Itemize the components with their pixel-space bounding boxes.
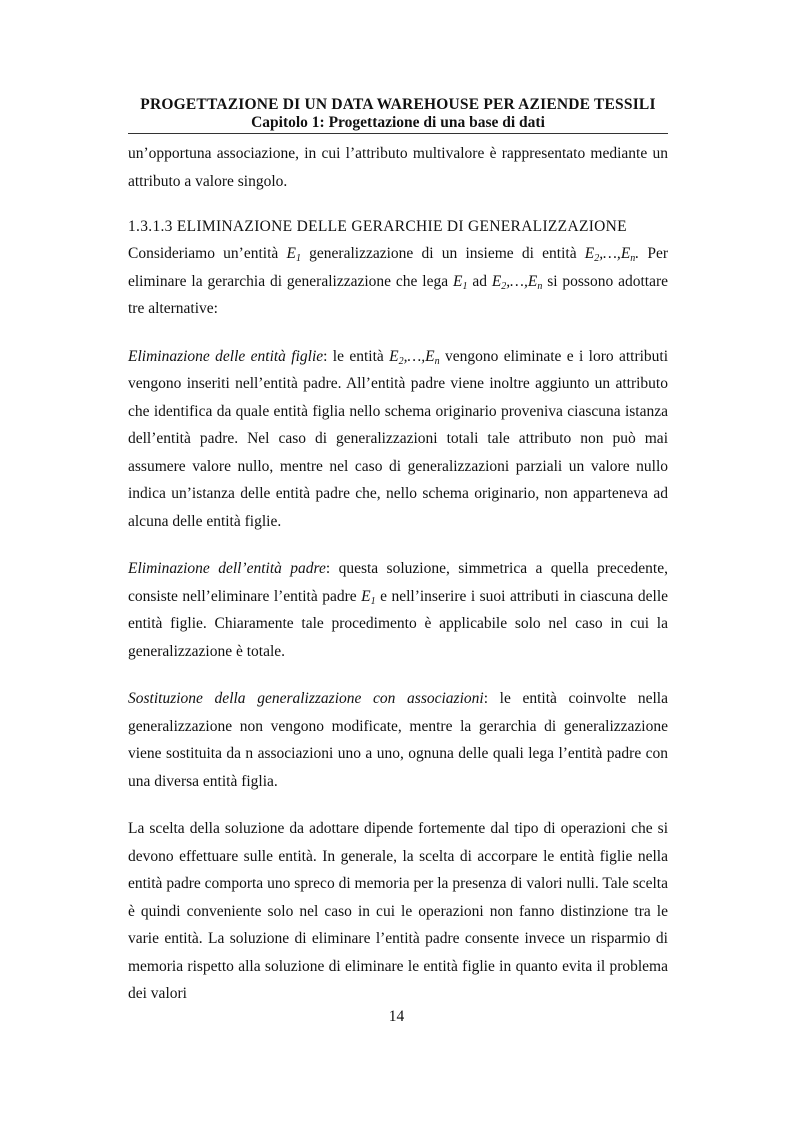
math-e2-en: $E_2,\dots,E_n$. <box>584 245 640 264</box>
p2-text-a: : le entità <box>323 347 384 365</box>
p3-text-b: e nell’inserire i suoi attributi in ciascuna delle entità figlie. Chiaramente tale procedimento è applicabile solo nel caso in cui la generalizzazione è totale. <box>128 587 669 660</box>
math-e1: $E_1$ <box>286 245 301 264</box>
header-title: PROGETTAZIONE DI UN DATA WAREHOUSE PER AZIENDE TESSILI <box>140 96 656 113</box>
intro-paragraph: un’opportuna associazione, in cui l’attributo multivalore è rappresentato mediante un attributo a valore singolo. <box>128 145 668 190</box>
paragraph-substitute-associations <box>128 685 668 795</box>
p1-text-e: si possono adottare tre alternative: <box>128 272 668 317</box>
p4-label: Sostituzione della generalizzazione con associazioni <box>128 690 484 707</box>
page-number: 14 <box>388 1008 405 1025</box>
p1-text-d: ad <box>472 272 487 290</box>
paragraph-eliminate-parent <box>128 555 668 665</box>
p1-text-c: Per eliminare la gerarchia di generalizzazione che lega <box>128 245 669 290</box>
header-rule <box>128 133 668 134</box>
p1-text-b: generalizzazione di un insieme di entità <box>309 245 577 262</box>
paragraph-intro-generalization <box>128 240 668 323</box>
math-e1: $E_1$ <box>452 272 468 292</box>
p4-text-a: : le entità coinvolte nella generalizzazione non vengono modificate, mentre la gerarchia di generalizzazione viene sostituita da n associazioni uno a uno, ognuna delle quali lega l’entità padre con una diversa entità figlia. <box>128 690 668 790</box>
math-e2-en: $E_2,\dots,E_n$ <box>491 272 543 292</box>
p1-text-a: Consideriamo un’entità <box>128 245 279 262</box>
math-e1: $E_1$ <box>361 587 376 607</box>
p2-label: Eliminazione delle entità figlie <box>128 347 324 365</box>
page-body <box>128 140 668 1008</box>
paragraph-choice: La scelta della soluzione da adottare dipende fortemente dal tipo di operazioni che si devono effettuare sulle entità. In generale, la scelta di accorpare le entità figlie nella entità padre comporta uno spreco di memoria per la presenza di valori nulli. Tale scelta è quindi conveniente solo nel caso in cui le operazioni non fanno distinzione tra le varie entità. La soluzione di eliminare l’entità padre consente invece un risparmio di memoria rispetto alla soluzione di eliminare le entità figlie in quanto evita il problema dei valori <box>128 820 668 1002</box>
p3-label: Eliminazione dell’entità padre <box>128 560 326 577</box>
header-subtitle: Capitolo 1: Progettazione di una base di dati <box>251 114 545 131</box>
section-heading: 1.3.1.3 ELIMINAZIONE DELLE GERARCHIE DI GENERALIZZAZIONE <box>128 218 627 235</box>
paragraph-eliminate-children <box>128 343 668 536</box>
running-header <box>128 96 668 132</box>
math-e2-en: $E_2,\dots,E_n$ <box>389 347 440 367</box>
p3-text-a: : questa soluzione, simmetrica a quella precedente, consiste nell’eliminare l’entità padre <box>128 560 668 605</box>
p2-text-b: vengono eliminate e i loro attributi vengono inseriti nell’entità padre. All’entità padre viene inoltre aggiunto un attributo che identifica da quale entità figlia nello schema originario proveniva ciascuna istanza dell’entità padre. Nel caso di generalizzazioni totali tale attributo non può mai assumere valore nullo, mentre nel caso di generalizzazioni parziali un valore nullo indica un’istanza delle entità padre che, nello schema originario, non apparteneva ad alcuna delle entità figlie. <box>128 347 669 530</box>
